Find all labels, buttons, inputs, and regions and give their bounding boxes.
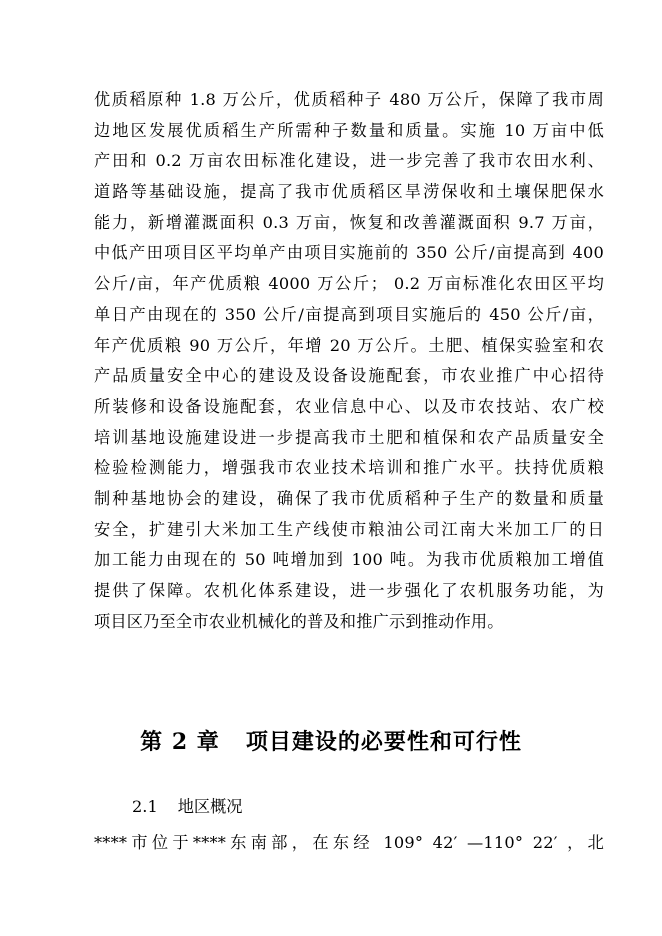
paragraph-line: 能力，新增灌溉面积 0.3 万亩，恢复和改善灌溉面积 9.7 万亩， [94, 212, 604, 232]
paragraph-line: 道路等基础设施，提高了我市优质稻区旱涝保收和土壤保肥保水 [94, 182, 604, 202]
paragraph-line: 项目区乃至全市农业机械化的普及和推广示到推动作用。 [94, 611, 504, 631]
section-first-line: ****市位于****东南部，在东经 109° 42′ —110° 22′ ，北 [94, 833, 604, 852]
chapter-title: 项目建设的必要性和可行性 [245, 729, 522, 755]
paragraph-line: 边地区发展优质稻生产所需种子数量和质量。实施 10 万亩中低 [94, 120, 604, 140]
paragraph-line: 培训基地设施建设进一步提高我市土肥和植保和农产品质量安全 [94, 427, 604, 447]
chapter-heading [0, 726, 662, 758]
body-paragraph [94, 85, 604, 637]
paragraph-line: 所装修和设备设施配套，农业信息中心、以及市农技站、农广校 [94, 396, 604, 416]
paragraph-line: 加工能力由现在的 50 吨增加到 100 吨。为我市优质粮加工增值 [94, 550, 604, 570]
paragraph-line: 年产优质粮 90 万公斤，年增 20 万公斤。土肥、植保实验室和农 [94, 335, 604, 355]
chapter-number: 第 2 章 [140, 729, 220, 755]
paragraph-line: 制种基地协会的建设，确保了我市优质稻种子生产的数量和质量 [94, 488, 604, 508]
section-heading [132, 795, 243, 819]
paragraph-line: 提供了保障。农机化体系建设，进一步强化了农机服务功能，为 [94, 581, 604, 600]
paragraph-line: 检验检测能力，增强我市农业技术培训和推广水平。扶持优质粮 [94, 458, 604, 478]
paragraph-line: 安全，扩建引大米加工生产线使市粮油公司江南大米加工厂的日 [94, 519, 604, 539]
section-title: 地区概况 [177, 797, 243, 816]
paragraph-line: 产田和 0.2 万亩农田标准化建设，进一步完善了我市农田水利、 [94, 151, 604, 171]
paragraph-line: 中低产田项目区平均单产由项目实施前的 350 公斤/亩提高到 400 [94, 243, 604, 263]
paragraph-line: 优质稻原种 1.8 万公斤，优质稻种子 480 万公斤，保障了我市周 [94, 90, 604, 109]
paragraph-line: 公斤/亩，年产优质粮 4000 万公斤； 0.2 万亩标准化农田区平均 [94, 274, 604, 294]
section-number: 2.1 [132, 797, 158, 816]
paragraph-line: 产品质量安全中心的建设及设备设施配套，市农业推广中心招待 [94, 366, 604, 386]
paragraph-line: 单日产由现在的 350 公斤/亩提高到项目实施后的 450 公斤/亩， [94, 304, 604, 324]
